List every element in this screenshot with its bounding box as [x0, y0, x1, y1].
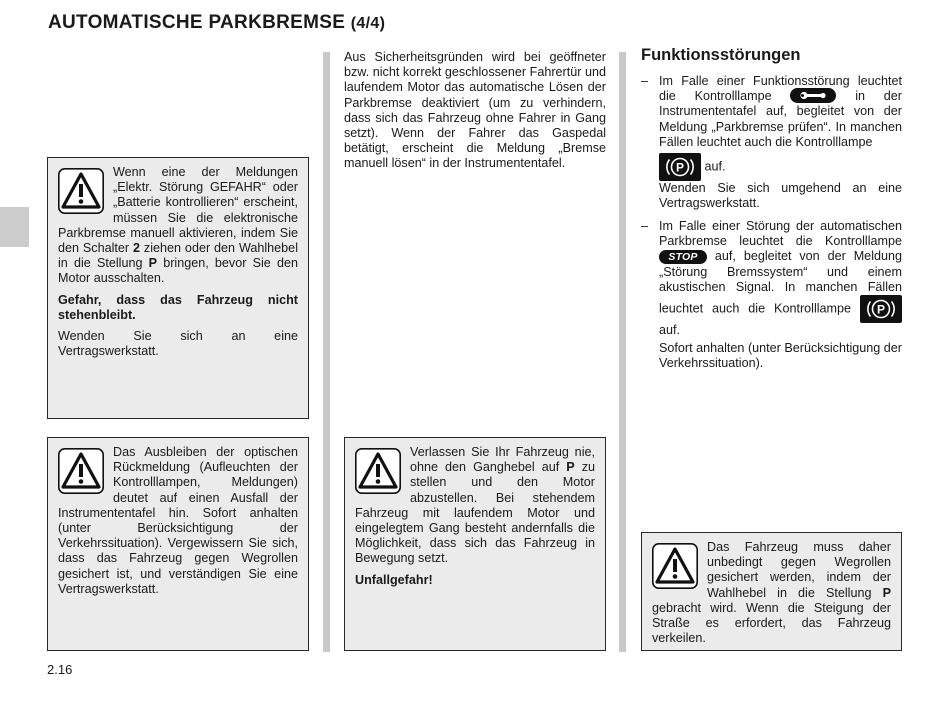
warning-1-position-p: P: [148, 256, 158, 271]
warning-box-3: [344, 437, 606, 651]
list-item-2-action: Sofort anhalten (unter Berücksichtigung der Verkehrssituation).: [659, 341, 902, 371]
section-heading: Funktionsstörungen: [641, 46, 801, 64]
list-dash: –: [641, 219, 649, 233]
warning-triangle-icon: [58, 168, 104, 214]
warning-4-text-part: gebracht wird. Wenn die Steigung der Straße es erfordert, das Fahrzeug verkeilen.: [652, 600, 891, 646]
warning-triangle-icon: [355, 448, 401, 494]
warning-1-switch-number: 2: [133, 241, 141, 256]
lamp-row: [659, 153, 902, 181]
list-item-1-part: in der Instrumententafel auf, begleitet von der Meldung „Parkbremse prüfen“. In manchen Fällen leuchtet auch die Kontrolllampe: [659, 89, 902, 149]
list-item-2-part: Im Falle einer Störung der automatischen Parkbremse leuchtet die Kontrolllampe: [659, 219, 902, 249]
svg-text:P: P: [675, 160, 685, 175]
warning-box-4: [641, 532, 902, 651]
chapter-tab: [0, 207, 29, 247]
list-item-1: [641, 74, 902, 211]
list-item-2-part: auf, begleitet von der Meldung „Störung Bremssystem“ und einem akustischen Signal. In manchen Fällen leuchtet auch die Kontrolllampe: [659, 249, 903, 316]
warning-1-text-part: Wenn eine der Meldungen „Elektr. Störung GEFAHR“ oder „Batterie kontrollieren“ erscheint, müssen Sie die elektronische Parkbremse manuell aktivieren, indem Sie den Schalter: [58, 165, 298, 256]
warning-3-text-part: Verlassen Sie Ihr Fahrzeug nie, ohne den Ganghebel auf: [410, 445, 595, 475]
stop-lamp-icon: STOP: [659, 250, 707, 264]
column-divider-right: [619, 52, 626, 652]
list-item-1-part: Im Falle einer Funktionsstörung leuchtet die Kontrolllampe: [659, 74, 902, 104]
safety-paragraph: Aus Sicherheitsgründen wird bei geöffneter bzw. nicht korrekt geschlossener Fahrertür und laufendem Motor das automatische Lösen der Parkbremse deaktiviert (um zu verhindern, dass sich das Fahrzeug ohne Fahrer in Gang setzt). Wenn der Fahrer das Gaspedal betätigt, erscheint die Meldung „Bremse manuell lösen“ in der Instrumententafel.: [344, 50, 606, 171]
list-item-2-text: [659, 219, 902, 372]
list-item-1-part: auf.: [704, 159, 726, 174]
page-title-part: (4/4): [350, 15, 386, 32]
warning-triangle-icon: [652, 543, 698, 589]
warning-3-text-1: [355, 445, 595, 567]
list-item-1-action: Wenden Sie sich umgehend an eine Vertragswerkstatt.: [659, 181, 902, 211]
column-divider-left: [323, 52, 330, 652]
warning-triangle-icon: [58, 448, 104, 494]
parking-brake-lamp-icon: [860, 295, 902, 323]
warning-1-danger-text: Gefahr, dass das Fahrzeug nicht stehenbleibt.: [58, 292, 298, 322]
warning-1-text-1: [58, 165, 298, 287]
warning-2-text-body: Das Ausbleiben der optischen Rückmeldung (Aufleuchten der Kontrolllampen, Meldungen) deutet auf einen Ausfall der Instrumententafel hin. Sofort anhalten (unter Berücksichtigung der Verkehrssituation). Vergewissern Sie sich, dass das Fahrzeug gegen Wegrollen gesichert ist, und verständigen Sie eine Vertragswerkstatt.: [58, 445, 298, 596]
page-title-main: AUTOMATISCHE PARKBREMSE: [48, 12, 346, 33]
parking-brake-lamp-icon: [659, 153, 701, 181]
list-item-1-text: [659, 74, 902, 211]
warning-3-danger-text: Unfallgefahr!: [355, 572, 433, 587]
warning-1-text-part: bringen, bevor Sie den Motor ausschalten.: [58, 256, 298, 286]
list-dash: –: [641, 74, 649, 88]
warning-4-text-part: Das Fahrzeug muss daher unbedingt gegen Wegrollen gesichert werden, indem der Wahlhebel in die Stellung: [707, 540, 891, 600]
warning-1-text-3: Wenden Sie sich an eine Vertragswerkstatt.: [58, 329, 298, 359]
warning-4-position-p: P: [882, 585, 891, 600]
list-item-2-part: auf.: [659, 323, 681, 338]
page-title: [48, 12, 386, 33]
warning-2-text: [58, 445, 298, 597]
warning-box-1: [47, 157, 309, 419]
list-item-2: [641, 219, 902, 372]
middle-column: [344, 50, 606, 172]
wrench-lamp-icon: [790, 88, 836, 103]
warning-3-text-part: zu stellen und den Motor abzustellen. Bei stehendem Fahrzeug mit laufendem Motor und eingelegtem Gang besteht andernfalls die Möglichkeit, dass sich das Fahrzeug in Bewegung setzt.: [355, 460, 595, 566]
warning-4-text: [652, 540, 891, 646]
warning-box-2: [47, 437, 309, 651]
warning-3-position-p: P: [566, 460, 575, 475]
svg-text:P: P: [876, 302, 886, 317]
page-number: 2.16: [47, 662, 73, 677]
warning-1-text-part: ziehen oder den Wahlhebel in die Stellung: [58, 241, 298, 271]
